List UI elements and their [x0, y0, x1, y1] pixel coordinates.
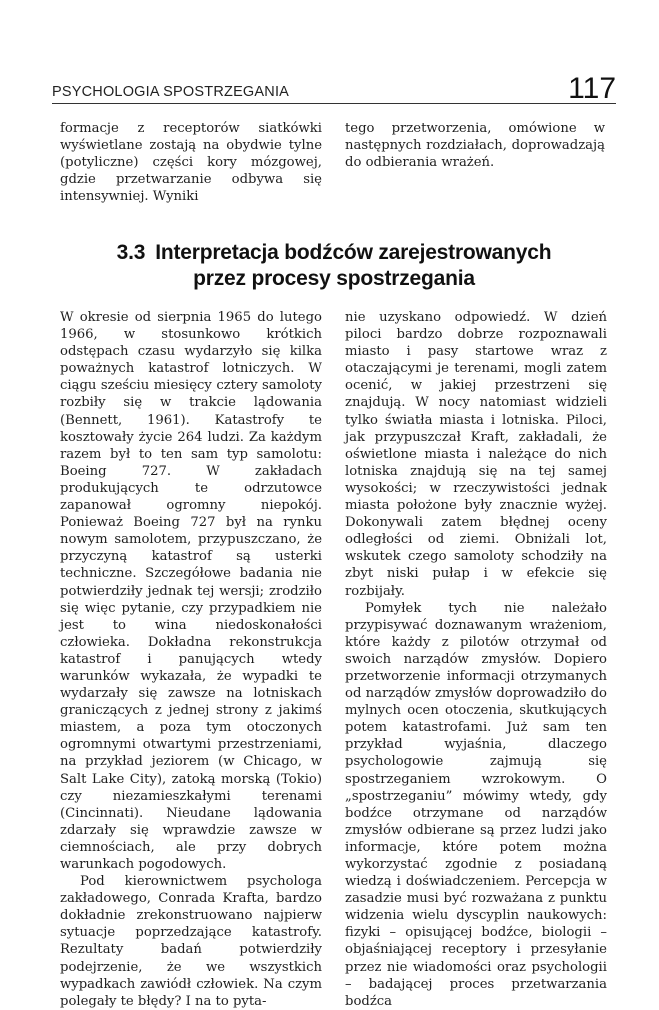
- right-column: [345, 309, 607, 1010]
- page-number: 117: [568, 72, 616, 105]
- right-paragraph-2: Pomyłek tych nie należało przypisywać doznawanym wrażeniom, które każdy z pilotów otrzymał od swoich narządów zmysłów. Dopiero przetworzenie informacji otrzymanych od narządów zmysłów doprowadziło do mylnych ocen otoczenia, skutkujących potem katastrofami. Już sam ten przykład wyjaśnia, dlaczego psychologowie zajmują się spostrzeganiem wzrokowym. O „spostrzeganiu” mówimy wtedy, gdy bodźce otrzymane od narządów zmysłów odbierane są przez ludzi jako informacje, które potem można wykorzystać zgodnie z posiadaną wiedzą i doświadczeniem. Percepcja w zasadzie musi być rozważana z punktu widzenia wielu dyscyplin naukowych: fizyki – opisującej bodźce, biologii – objaśniającej receptory i przesyłanie przez nie wiadomości oraz psychologii – badającej proces przetwarzania bodźca: [345, 600, 607, 1009]
- left-paragraph-1: W okresie od sierpnia 1965 do lutego 1966, w stosunkowo krótkich odstępach czasu wydarzyło się kilka poważnych katastrof lotniczych. W ciągu sześciu miesięcy cztery samoloty rozbiły się w trakcie lądowania (Bennett, 1961). Katastrofy te kosztowały życie 264 ludzi. Za każdym razem był to ten sam typ samolotu: Boeing 727. W zakładach produkujących te odrzutowce zapanował ogromny niepokój. Ponieważ Boeing 727 był na rynku nowym samolotem, przypuszczano, że przyczyną katastrof są usterki techniczne. Szczegółowe badania nie potwierdziły jednak tej wersji; zrodziło się więc pytanie, czy przypadkiem nie jest to wina niedoskonałości człowieka. Dokładna rekonstrukcja katastrof i panujących wtedy warunków wykazała, że wypadki te wydarzały się zawsze na lotniskach graniczących z jednej strony z jakimś miastem, a poza tym otoczonych ogromnymi otwartymi przestrzeniami, na przykład jeziorem (w Chicago, w Salt Lake City), zatoką morską (Tokio) czy niezamieszkałymi terenami (Cincinnati). Nieudane lądowania zdarzały się wprawdzie zawsze w ciemnościach, ale przy dobrych warunkach pogodowych.: [60, 310, 322, 872]
- section-title-line-2: przez procesy spostrzegania: [193, 267, 475, 290]
- section-number: 3.3: [116, 241, 146, 264]
- left-column: [60, 309, 322, 1010]
- header-rule: [52, 103, 616, 104]
- top-left-paragraph: formacje z receptorów siatkówki wyświetlane zostają na obydwie tylne (potyliczne) części kory mózgowej, gdzie przetwarzanie odbywa się intensywniej. Wyniki: [60, 121, 322, 205]
- section-heading-line-1: [60, 240, 608, 266]
- top-right-column: [345, 120, 605, 171]
- right-paragraph-1: nie uzyskano odpowiedź. W dzień piloci bardzo dobrze rozpoznawali miasto i pasy startowe wraz z otaczającymi je terenami, mogli zatem ocenić, w jakiej przestrzeni się znajdują. W nocy natomiast widzieli tylko światła miasta i lotniska. Piloci, jak przypuszczał Kraft, zakładali, że oświetlone miasta i należące do nich lotniska znajdują się na tej samej wysokości; w rzeczywistości jednak miasta położone były znacznie wyżej. Dokonywali zatem błędnej oceny odległości od ziemi. Obniżali lot, wskutek czego samoloty schodziły na zbyt niski pułap i w efekcie się rozbijały.: [345, 310, 607, 599]
- running-title: PSYCHOLOGIA SPOSTRZEGANIA: [52, 84, 290, 100]
- left-paragraph-2: Pod kierownictwem psychologa zakładowego, Conrada Krafta, bardzo dokładnie zrekonstruowano najpierw sytuacje poprzedzające katastrofy. Rezultaty badań potwierdziły podejrzenie, że we wszystkich wypadkach zawiódł człowiek. Na czym polegały te błędy? I na to pyta-: [60, 874, 322, 1009]
- running-header: [52, 72, 616, 105]
- section-title-line-1: Interpretacja bodźców zarejestrowanych: [155, 241, 552, 264]
- section-heading: [60, 240, 608, 292]
- top-right-paragraph: tego przetworzenia, omówione w następnych rozdziałach, doprowadzają do odbierania wrażeń.: [345, 121, 605, 171]
- top-left-column: [60, 120, 322, 205]
